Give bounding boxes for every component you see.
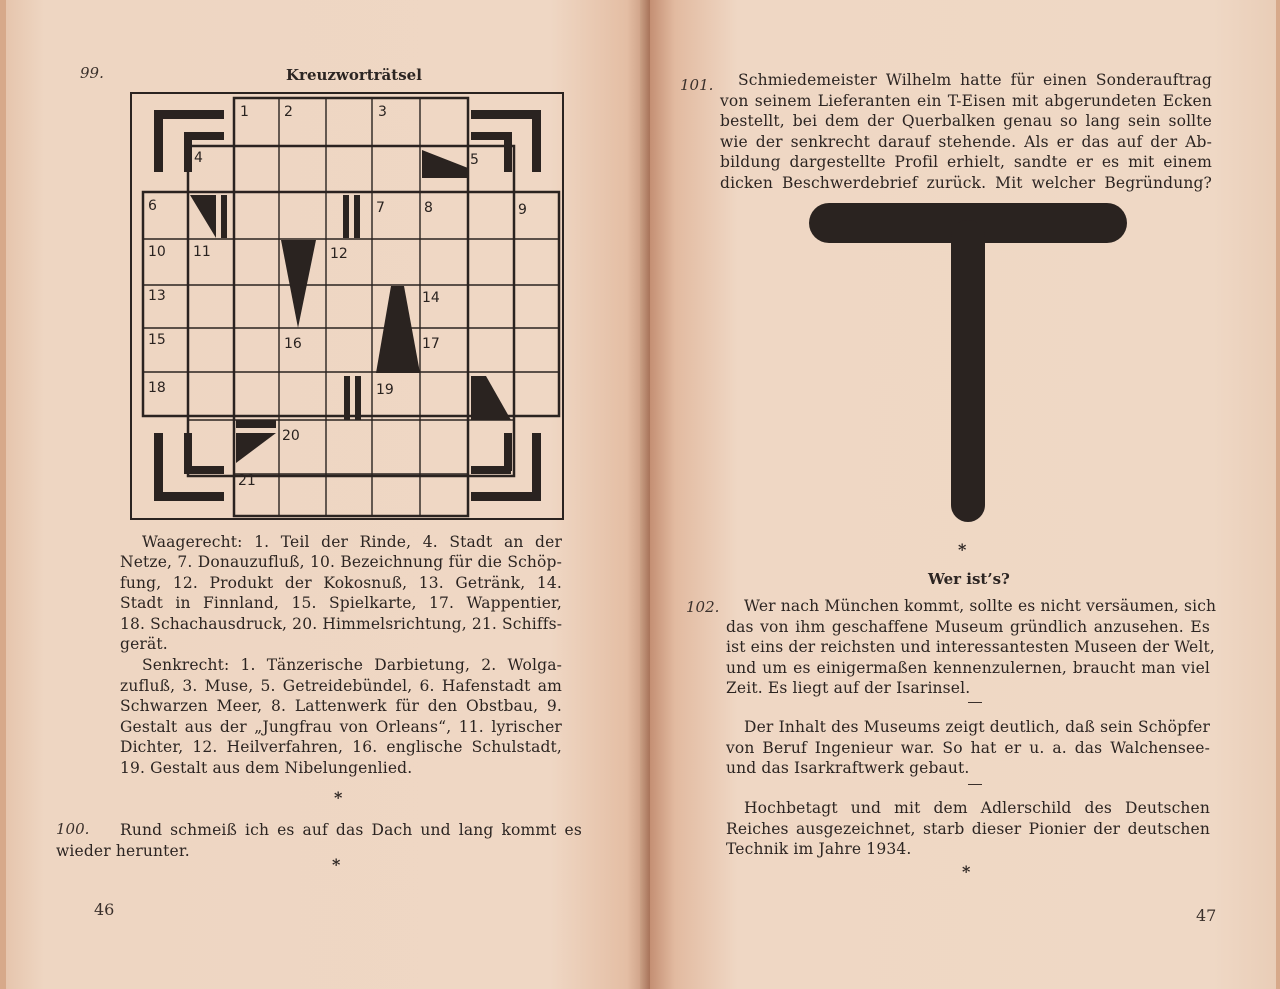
text-line: Der Inhalt des Museums zeigt deutlich, daß sein Schöpfer [744,718,1210,736]
grid-num: 19 [376,382,394,398]
left-page [6,0,646,989]
text-line: Hochbetagt und mit dem Adlerschild des Deutschen [744,799,1210,817]
clues-across-cont [120,552,562,655]
t-iron-figure [805,200,1130,530]
grid-num: 7 [376,200,385,216]
text-line: bestellt, bei dem der Querbalken genau so lang sein sollte [720,112,1212,130]
text-line: Schmiedemeister Wilhelm hatte für einen Sonderauftrag [738,71,1212,89]
text-line: bildung dargestellte Profil erhielt, sandte er es mit einem [720,153,1212,171]
separator-star: * [334,788,343,807]
puzzle-102-para-3 [726,798,1210,860]
crossword-grid [126,88,576,528]
grid-num: 12 [330,246,348,262]
grid-num: 2 [284,104,293,120]
grid-num: 5 [470,152,479,168]
text-line: Zeit. Es liegt auf der Isarinsel. [726,679,971,697]
clue-line: Senkrecht: 1. Tänzerische Darbietung, 2. Wolga- [142,656,562,674]
puzzle-101-text [720,70,1212,193]
clue-line: 18. Schachausdruck, 20. Himmelsrichtung, 21. Schiffs- [120,614,563,633]
puzzle-number-101: 101. [680,76,714,94]
text-line: Reiches ausgezeichnet, starb dieser Pionier der deutschen [726,819,1210,838]
clue-line: Waagerecht: 1. Teil der Rinde, 4. Stadt an der [142,533,562,551]
puzzle-number-99: 99. [80,64,104,82]
title-wer-ists: Wer ist’s? [928,570,1010,588]
grid-num: 11 [193,244,211,260]
grid-num: 13 [148,288,166,304]
clue-line: Gestalt aus der „Jungfrau von Orleans“, 11. lyrischer [120,717,562,736]
clue-line: zufluß, 3. Muse, 5. Getreidebündel, 6. Hafenstadt am [120,676,562,695]
clue-line: Dichter, 12. Heilverfahren, 16. englische Schulstadt, [120,738,562,756]
text-line: von Beruf Ingenieur war. So hat er u. a. das Walchensee- [726,738,1210,757]
grid-num: 10 [148,244,166,260]
riddle-line: wieder herunter. [56,841,190,860]
text-line: und das Isarkraftwerk gebaut. [726,759,970,777]
clues-down [120,655,562,778]
grid-num: 14 [422,290,440,306]
grid-num: 4 [194,150,203,166]
text-line: dicken Beschwerdebrief zurück. Mit welcher Begründung? [720,173,1212,192]
text-line: wie der senkrecht darauf stehende. Als er das auf der Ab- [720,132,1212,151]
riddle-number-100: 100. [56,820,90,838]
page-number-left: 46 [94,900,115,919]
riddle-line: Rund schmeiß ich es auf das Dach und lang kommt es [120,821,582,839]
puzzle-102-para-2 [726,717,1210,779]
grid-num: 3 [378,104,387,120]
clue-line: gerät. [120,635,168,653]
clue-line: fung, 12. Produkt der Kokosnuß, 13. Getränk, 14. [120,573,562,592]
puzzle-number-102: 102. [686,598,720,616]
grid-num: 17 [422,336,440,352]
clue-line: 19. Gestalt aus dem Nibelungenlied. [120,758,413,777]
grid-num: 6 [148,198,157,214]
clue-line: Netze, 7. Donauzufluß, 10. Bezeichnung für die Schöp- [120,553,562,571]
text-line: und um es einigermaßen kennenzulernen, braucht man viel [726,658,1210,677]
text-line: von seinem Lieferanten ein T-Eisen mit abgerundeten Ecken [720,91,1212,110]
text-line: Technik im Jahre 1934. [726,840,912,858]
grid-num: 9 [518,202,527,218]
right-page [650,0,1276,989]
text-line: Wer nach München kommt, sollte es nicht versäumen, sich [744,597,1217,615]
section-dash [968,784,982,785]
grid-num: 16 [284,336,302,352]
grid-num: 15 [148,332,166,348]
puzzle-102-para-1 [726,596,1217,699]
separator-star: * [332,855,341,874]
separator-star: * [958,540,967,559]
grid-num: 1 [240,104,249,120]
grid-num: 8 [424,200,433,216]
grid-num: 21 [238,473,256,489]
page-number-right: 47 [1196,906,1217,925]
grid-num: 20 [282,428,300,444]
grid-num: 18 [148,380,166,396]
separator-star: * [962,862,971,881]
text-line: das von ihm geschaffene Museum gründlich anzusehen. Es [726,617,1210,636]
clue-line: Stadt in Finnland, 15. Spielkarte, 17. Wappentier, [120,594,562,612]
clue-line: Schwarzen Meer, 8. Lattenwerk für den Obstbau, 9. [120,697,562,715]
section-dash [968,702,982,703]
crossword-title: Kreuzworträtsel [286,66,422,84]
text-line: ist eins der reichsten und interessantesten Museen der Welt, [726,638,1215,656]
clues-across [120,532,562,553]
